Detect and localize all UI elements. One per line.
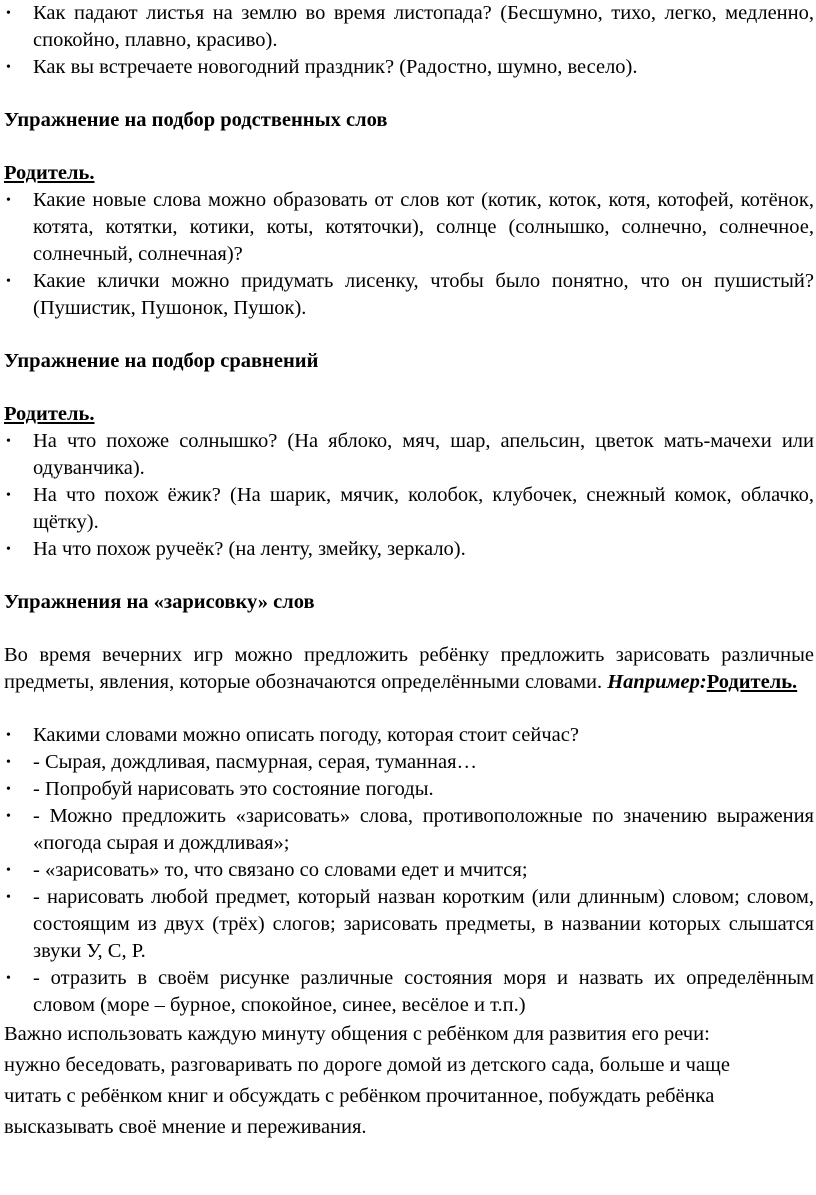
bullet-icon: • [6,755,11,770]
section-heading-related-words: Упражнение на подбор родственных слов [4,109,388,131]
bullet-icon: • [6,971,11,986]
list-item: • Какими словами можно описать погоду, которая стоит сейчас? [4,722,814,749]
bullet-icon: • [6,60,11,75]
list-item: • На что похож ёжик? (На шарик, мячик, колобок, клубочек, снежный комок, облачко, щётку). [6,484,814,533]
role-label: Родитель. [4,162,95,184]
intro-paragraph: Во время вечерних игр можно предложить ребёнку предложить зарисовать различные предметы, явления, которые обозначаются определёнными словами. Например:Родитель. [4,644,814,693]
closing-line: высказывать своё мнение и переживания. [4,1116,367,1138]
list-item: • На что похож ручеёк? (на ленту, змейку, зеркало). [4,536,814,563]
list-item: • - Сырая, дождливая, пасмурная, серая, туманная… [4,749,814,776]
section-heading-word-sketching: Упражнения на «зарисовку» слов [4,591,315,613]
bullet-icon: • [6,193,11,208]
example-label: Например: [607,671,707,693]
role-label: Родитель. [4,403,95,425]
list-item: • - «зарисовать» то, что связано со словами едет и мчится; [4,857,814,884]
list-item: • - нарисовать любой предмет, который назван коротким (или длинным) словом; словом, состоящим из двух (трёх) слогов; зарисовать предметы, в названии которых слышатся звуки У, С, Р. [6,886,814,962]
list-item: • Как падают листья на землю во время листопада? (Бесшумно, тихо, легко, медленно, спокойно, плавно, красиво). [6,2,814,51]
closing-line: Важно использовать каждую минуту общения с ребёнком для развития его речи: [4,1023,710,1045]
related-words-list [4,187,814,322]
bullet-icon: • [6,728,11,743]
list-item: • Как вы встречаете новогодний праздник? (Радостно, шумно, весело). [4,54,814,81]
bullet-icon: • [6,782,11,797]
list-item: • - Можно предложить «зарисовать» слова, противоположные по значению выражения «погода сырая и дождливая»; [6,805,814,854]
bullet-icon: • [6,542,11,557]
bullet-icon: • [6,434,11,449]
section-heading-comparisons: Упражнение на подбор сравнений [4,350,319,372]
list-item: • - отразить в своём рисунке различные состояния моря и назвать их определённым словом (море – бурное, спокойное, синее, весёлое и т.п.) [6,967,814,1016]
bullet-icon: • [6,890,11,905]
bullet-icon: • [6,863,11,878]
intro-question-list [4,0,814,81]
list-item: • - Попробуй нарисовать это состояние погоды. [4,776,814,803]
closing-line: читать с ребёнком книг и обсуждать с ребёнком прочитанное, побуждать ребёнка [4,1085,715,1107]
bullet-icon: • [6,274,11,289]
bullet-icon: • [6,488,11,503]
list-item: • На что похоже солнышко? (На яблоко, мяч, шар, апельсин, цветок мать-мачехи или одуванчика). [6,430,814,479]
comparisons-list [4,428,814,563]
list-item: • Какие новые слова можно образовать от слов кот (котик, коток, котя, котофей, котёнок, котята, котятки, котики, коты, котяточки), солнце (солнышко, солнечно, солнечное, солнечный, солнечная)? [6,189,814,265]
bullet-icon: • [6,809,11,824]
list-item: • Какие клички можно придумать лисенку, чтобы было понятно, что он пушистый? (Пушистик, Пушонок, Пушок). [6,270,814,319]
closing-line: нужно беседовать, разговаривать по дороге домой из детского сада, больше и чаще [4,1054,730,1076]
bullet-icon: • [6,6,11,21]
role-label: Родитель. [706,671,798,693]
sketching-list [4,722,814,1019]
